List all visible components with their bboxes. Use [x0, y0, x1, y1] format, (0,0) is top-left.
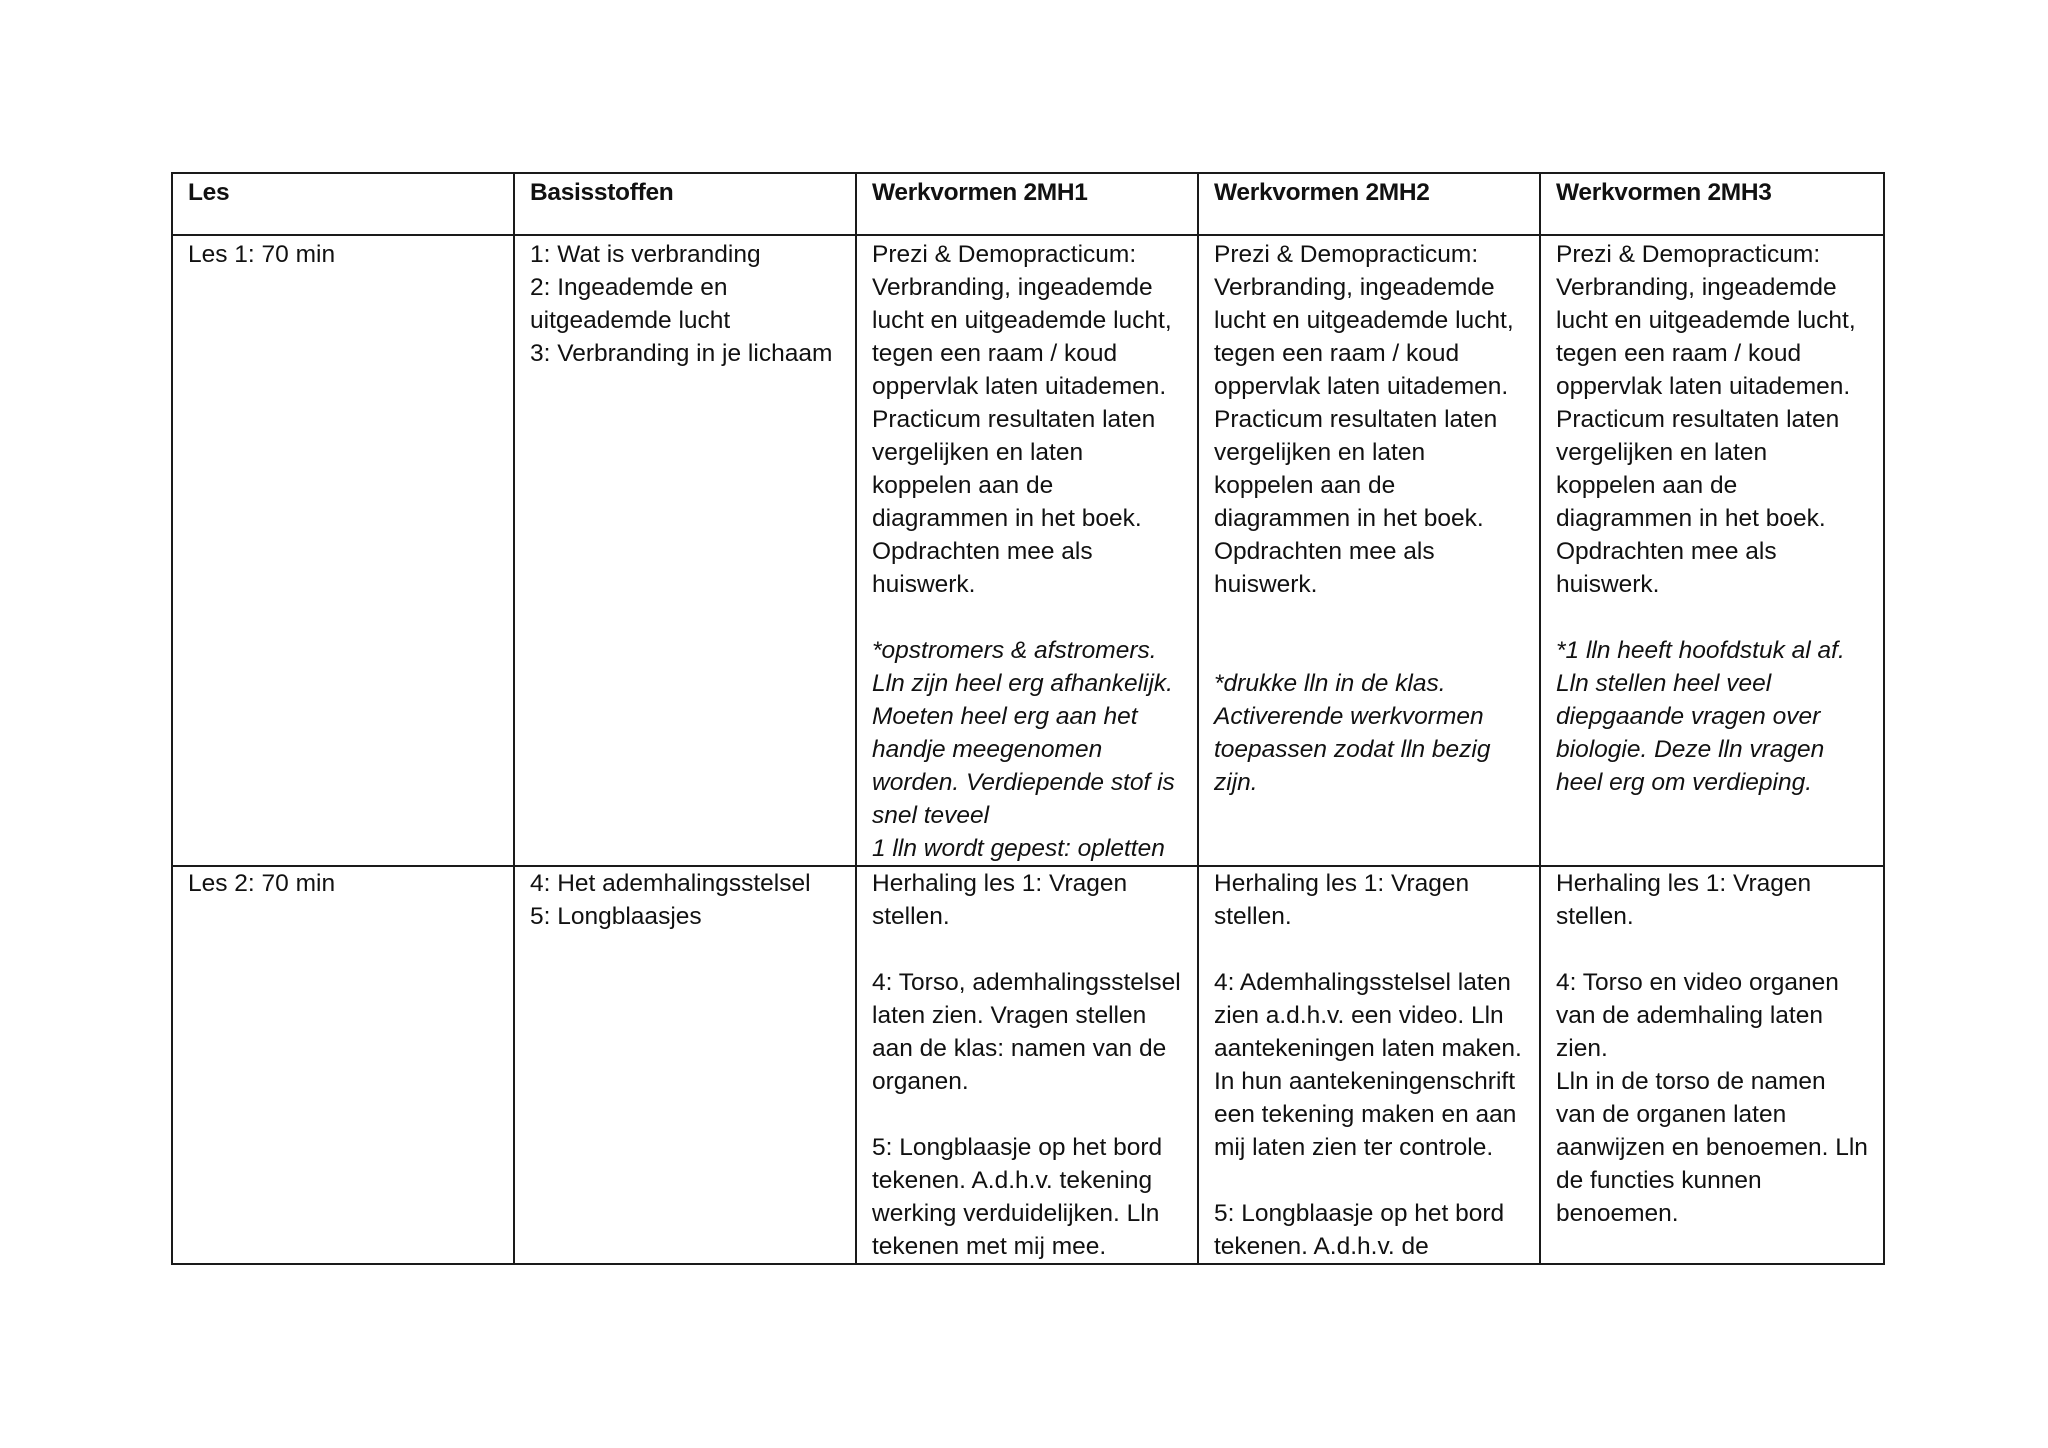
- text-line: Activerende werkvormen: [1214, 703, 1484, 730]
- text-line: stellen.: [872, 903, 950, 930]
- text-line: organen.: [872, 1068, 969, 1095]
- text-line: Prezi & Demopracticum:: [1556, 241, 1821, 268]
- text-line: Verbranding, ingeademde: [1556, 274, 1837, 301]
- lesson-plan-table: [171, 172, 1885, 1265]
- les-label: Les 1: 70 min: [188, 241, 336, 268]
- text-line: 1 lln wordt gepest: opletten: [872, 835, 1165, 862]
- text-line: diepgaande vragen over: [1556, 703, 1821, 730]
- text-line: vergelijken en laten: [1556, 439, 1768, 466]
- cell-les: [172, 866, 514, 1264]
- text-line: diagrammen in het boek.: [1214, 505, 1484, 532]
- cell-werkvormen-2mh2: [1198, 235, 1540, 866]
- text-line: stellen.: [1556, 903, 1634, 930]
- text-line: tekenen met mij mee.: [872, 1233, 1107, 1260]
- les-label: Les 2: 70 min: [188, 870, 336, 897]
- text-line: handje meegenomen: [872, 736, 1103, 763]
- text-line: aan de klas: namen van de: [872, 1035, 1167, 1062]
- text-line: *1 lln heeft hoofdstuk al af.: [1556, 637, 1845, 664]
- cell-werkvormen-2mh3: [1540, 235, 1884, 866]
- blank-line: [872, 933, 1187, 966]
- table-row-les-1: [172, 235, 1884, 866]
- text-line: 5: Longblaasje op het bord: [1214, 1200, 1505, 1227]
- table-header-row: [172, 173, 1884, 235]
- text-line: Lln in de torso de namen: [1556, 1068, 1826, 1095]
- text-line: een tekening maken en aan: [1214, 1101, 1517, 1128]
- text-line: vergelijken en laten: [1214, 439, 1426, 466]
- blank-line: [1214, 1164, 1529, 1197]
- text-line: tekenen. A.d.h.v. de: [1214, 1233, 1429, 1260]
- text-line: lucht en uitgeademde lucht,: [872, 307, 1172, 334]
- text-line: aantekeningen laten maken.: [1214, 1035, 1522, 1062]
- cell-les: [172, 235, 514, 866]
- text-line: werking verduidelijken. Lln: [872, 1200, 1160, 1227]
- text-line: 2: Ingeademde en: [530, 274, 728, 301]
- text-line: tekenen. A.d.h.v. tekening: [872, 1167, 1153, 1194]
- text-line: koppelen aan de: [872, 472, 1054, 499]
- text-line: *opstromers & afstromers.: [872, 637, 1157, 664]
- text-line: koppelen aan de: [1556, 472, 1738, 499]
- text-line: In hun aantekeningenschrift: [1214, 1068, 1516, 1095]
- text-line: Herhaling les 1: Vragen: [1214, 870, 1470, 897]
- text-line: 4: Het ademhalingsstelsel: [530, 870, 811, 897]
- text-line: Moeten heel erg aan het: [872, 703, 1138, 730]
- text-line: *drukke lln in de klas.: [1214, 670, 1446, 697]
- cell-werkvormen-2mh1: [856, 866, 1198, 1264]
- text-line: huiswerk.: [1214, 571, 1318, 598]
- text-line: Practicum resultaten laten: [872, 406, 1156, 433]
- header-les: Les: [172, 173, 514, 235]
- text-line: huiswerk.: [872, 571, 976, 598]
- text-line: mij laten zien ter controle.: [1214, 1134, 1494, 1161]
- text-line: laten zien. Vragen stellen: [872, 1002, 1147, 1029]
- cell-werkvormen-2mh2: [1198, 866, 1540, 1264]
- text-line: lucht en uitgeademde lucht,: [1556, 307, 1856, 334]
- header-werkvormen-2mh1: Werkvormen 2MH1: [856, 173, 1198, 235]
- blank-line: [872, 1098, 1187, 1131]
- text-line: Practicum resultaten laten: [1214, 406, 1498, 433]
- header-werkvormen-2mh2: Werkvormen 2MH2: [1198, 173, 1540, 235]
- text-line: Opdrachten mee als: [1556, 538, 1777, 565]
- text-line: van de organen laten: [1556, 1101, 1787, 1128]
- text-line: stellen.: [1214, 903, 1292, 930]
- text-line: 5: Longblaasje op het bord: [872, 1134, 1163, 1161]
- text-line: 4: Ademhalingsstelsel laten: [1214, 969, 1511, 996]
- text-line: diagrammen in het boek.: [1556, 505, 1826, 532]
- text-line: lucht en uitgeademde lucht,: [1214, 307, 1514, 334]
- text-line: oppervlak laten uitademen.: [872, 373, 1167, 400]
- blank-line: [1214, 601, 1529, 634]
- text-line: 3: Verbranding in je lichaam: [530, 340, 833, 367]
- text-line: huiswerk.: [1556, 571, 1660, 598]
- text-line: diagrammen in het boek.: [872, 505, 1142, 532]
- text-line: van de ademhaling laten: [1556, 1002, 1823, 1029]
- header-basisstoffen: Basisstoffen: [514, 173, 856, 235]
- blank-line: [1214, 933, 1529, 966]
- text-line: Lln stellen heel veel: [1556, 670, 1772, 697]
- blank-line: [1556, 601, 1873, 634]
- text-line: toepassen zodat lln bezig: [1214, 736, 1491, 763]
- text-line: heel erg om verdieping.: [1556, 769, 1813, 796]
- text-line: Practicum resultaten laten: [1556, 406, 1840, 433]
- text-line: uitgeademde lucht: [530, 307, 731, 334]
- blank-line: [872, 601, 1187, 634]
- text-line: biologie. Deze lln vragen: [1556, 736, 1825, 763]
- text-line: aanwijzen en benoemen. Lln: [1556, 1134, 1868, 1161]
- text-line: Opdrachten mee als: [872, 538, 1093, 565]
- text-line: Herhaling les 1: Vragen: [1556, 870, 1812, 897]
- header-werkvormen-2mh3: Werkvormen 2MH3: [1540, 173, 1884, 235]
- text-line: Prezi & Demopracticum:: [1214, 241, 1479, 268]
- text-line: tegen een raam / koud: [872, 340, 1118, 367]
- cell-basisstoffen: [514, 235, 856, 866]
- text-line: Lln zijn heel erg afhankelijk.: [872, 670, 1173, 697]
- blank-line: [1556, 933, 1873, 966]
- cell-werkvormen-2mh3: [1540, 866, 1884, 1264]
- text-line: 4: Torso, ademhalingsstelsel: [872, 969, 1181, 996]
- cell-basisstoffen: [514, 866, 856, 1264]
- text-line: 1: Wat is verbranding: [530, 241, 761, 268]
- text-line: oppervlak laten uitademen.: [1214, 373, 1509, 400]
- text-line: Opdrachten mee als: [1214, 538, 1435, 565]
- text-line: zien a.d.h.v. een video. Lln: [1214, 1002, 1504, 1029]
- text-line: koppelen aan de: [1214, 472, 1396, 499]
- text-line: benoemen.: [1556, 1200, 1679, 1227]
- text-line: zijn.: [1214, 769, 1258, 796]
- text-line: Herhaling les 1: Vragen: [872, 870, 1128, 897]
- text-line: 4: Torso en video organen: [1556, 969, 1839, 996]
- text-line: 5: Longblaasjes: [530, 903, 702, 930]
- table-row-les-2: [172, 866, 1884, 1264]
- cell-werkvormen-2mh1: [856, 235, 1198, 866]
- text-line: vergelijken en laten: [872, 439, 1084, 466]
- text-line: de functies kunnen: [1556, 1167, 1762, 1194]
- text-line: Verbranding, ingeademde: [1214, 274, 1495, 301]
- text-line: tegen een raam / koud: [1214, 340, 1460, 367]
- text-line: Verbranding, ingeademde: [872, 274, 1153, 301]
- text-line: tegen een raam / koud: [1556, 340, 1802, 367]
- blank-line: [1214, 634, 1529, 667]
- text-line: zien.: [1556, 1035, 1608, 1062]
- text-line: oppervlak laten uitademen.: [1556, 373, 1851, 400]
- text-line: Prezi & Demopracticum:: [872, 241, 1137, 268]
- text-line: worden. Verdiepende stof is: [872, 769, 1175, 796]
- text-line: snel teveel: [872, 802, 990, 829]
